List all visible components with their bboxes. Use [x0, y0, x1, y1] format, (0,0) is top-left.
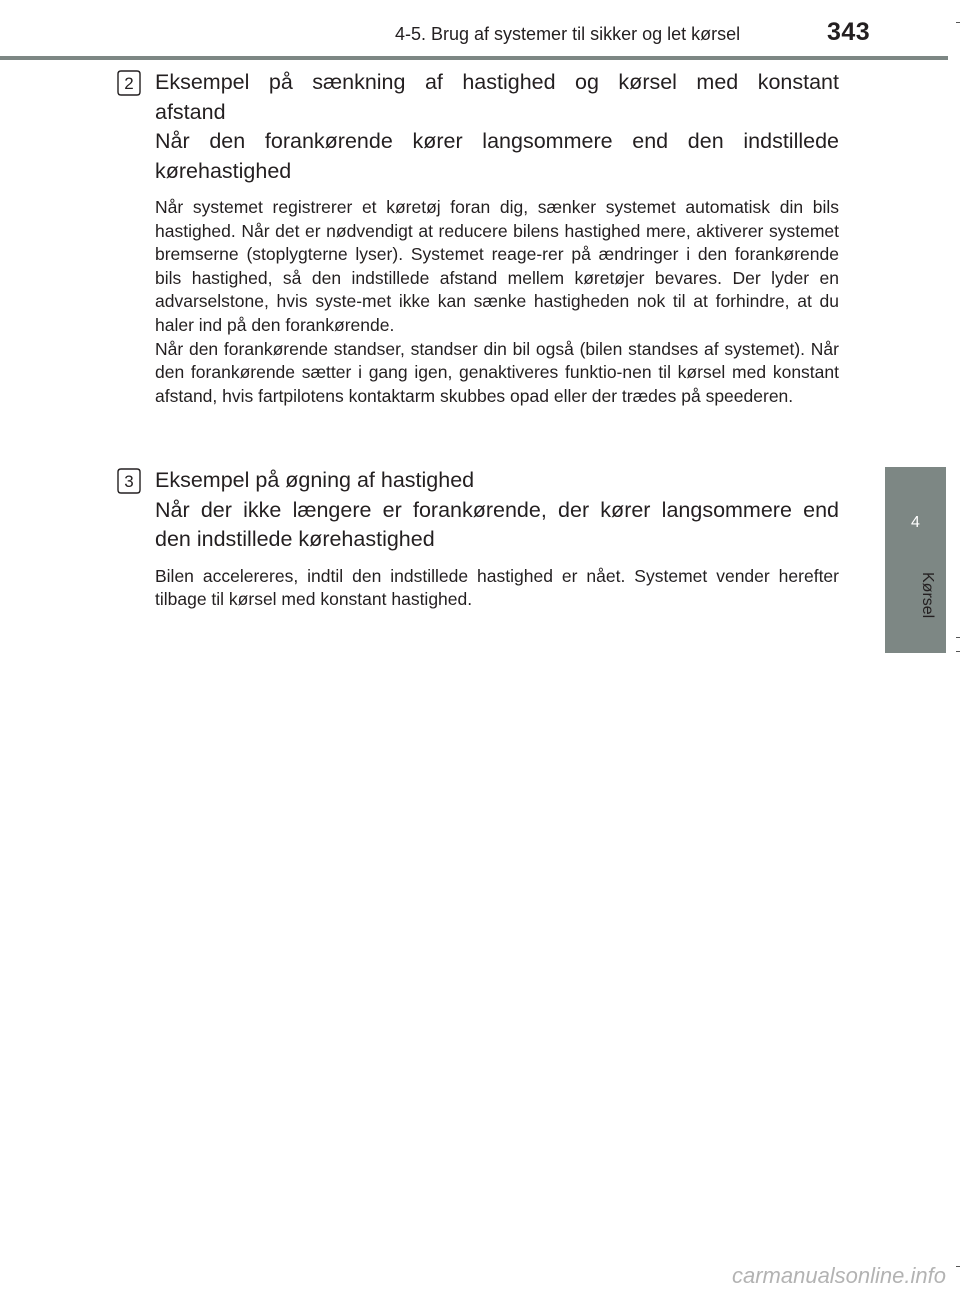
section-heading — [155, 466, 839, 555]
heading-line: Når den forankørende kører langsommere end den indstillede — [155, 129, 839, 153]
heading-line: Eksempel på øgning af hastighed — [155, 468, 475, 492]
crop-mark — [956, 22, 960, 23]
circled-number-2-icon — [117, 70, 141, 96]
crop-mark — [956, 637, 960, 638]
heading-line: Når der ikke længere er forankørende, der kører langsommere end — [155, 497, 839, 522]
crop-mark — [956, 651, 960, 652]
header-title: 4-5. Brug af systemer til sikker og let kørsel — [395, 24, 741, 44]
section-body — [155, 196, 839, 408]
chapter-label: Kørsel — [919, 572, 936, 619]
heading-line: afstand — [155, 99, 226, 124]
section-example-deceleration — [117, 68, 839, 408]
heading-line: kørehastighed — [155, 158, 292, 183]
svg-text:2: 2 — [124, 74, 134, 93]
header-rule — [0, 56, 948, 60]
body-paragraph: Når systemet registrerer et køretøj foran dig, sænker systemet automatisk din bils hastighed. Når det er nødvendigt at reducere bilens hastighed mere, aktiverer systemet bremserne (stoplygterne lyser). Systemet reage-rer på ændringer i den forankørende bils hastighed, så den indstillede afstand mellem køretøjer bevares. Der lyder en advarselstone, hvis syste-met ikke kan sænke hastigheden nok til at forhindre, at du haler ind på den forankørende. — [155, 197, 839, 335]
svg-text:3: 3 — [124, 472, 134, 491]
section-example-acceleration — [117, 466, 839, 612]
crop-mark — [956, 1266, 960, 1267]
body-paragraph: Når den forankørende standser, standser din bil også (bilen standses af systemet). Når den forankørende sætter i gang igen, genaktiveres funktio-nen til kørsel med konstant afstand, hvis fartpilotens kontaktarm skubbes opad eller der trædes på speederen. — [155, 338, 839, 406]
page-number: 343 — [827, 18, 871, 46]
section-body — [155, 565, 839, 612]
watermark: carmanualsonline.info — [731, 1263, 946, 1288]
chapter-number: 4 — [911, 514, 920, 531]
section-heading — [155, 68, 839, 186]
heading-line: den indstillede kørehastighed — [155, 527, 435, 551]
heading-line: Eksempel på sænkning af hastighed og kørsel med konstant — [155, 70, 839, 94]
body-paragraph: Bilen accelereres, indtil den indstillede hastighed er nået. Systemet vender herefter tilbage til kørsel med konstant hastighed. — [155, 565, 839, 610]
circled-number-3-icon — [117, 468, 141, 494]
